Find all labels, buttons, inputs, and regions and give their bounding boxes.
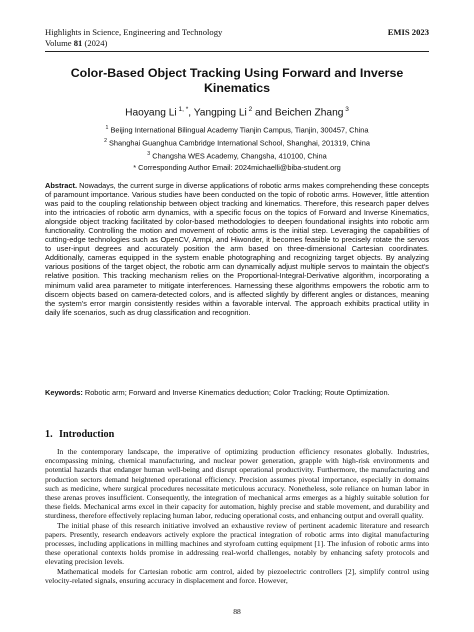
affiliation-3: $^3$ Changsha WES Academy, Changsha, 410100, China — [147, 151, 327, 161]
affiliation-1: $^1$ Beijing International Bilingual Academy Tianjin Campus, Tianjin, 300457, China — [105, 125, 369, 135]
page-number: 88 — [233, 607, 241, 616]
affiliation-2: $^2$ Shanghai Guanghua Cambridge International School, Shanghai, 201319, China — [104, 138, 370, 148]
author-mark: 1, * — [176, 106, 189, 113]
running-header — [45, 27, 429, 48]
abstract-text: Nowadays, the current surge in diverse applications of robotic arms makes comprehending these concepts of paramount importance. Various studies have been conducted on the topic of robotic arms. However, little attention was paid to the coupling relationship between object tracking and kinematics. Therefore, this research paper delves into the intricacies of robotic arm dynamics, with a specific focus on the topics of Forward and Inverse Kinematics, alongside object tracking facilitated by color-based methodologies to deepen foundational insights into robotic arm functionality. Controlling the motion and movement of robotic arms is the initial step. Leveraging the capabilities of cutting-edge technologies such as OpenCV, Armpi, and Hiwonder, it becomes feasible to precisely rotate the servos to user-input degrees and accurately position the arm based on three-dimensional Cartesian coordinates. Additionally, cameras equipped in the system enable photographing and recognizing target objects. By analyzing various positions of the target object, the robotic arm can dynamically adjust multiple servos to maintain the object's relative position. This tracking mechanism relies on the Proportional-Integral-Derivative algorithm, incorporating a minimum valid area parameter to mitigate interferences. Harnessing these algorithms empowers the robotic arm to discern objects based on camera-detected colors, and is affected slightly by different angles or distances, meaning the system's error margin consistently resides within a favorable interval. The approach exhibits practical utility in daily life scenarios, such as drug classification and recognition. — [45, 181, 429, 317]
header-rule — [45, 51, 429, 52]
section-number: 1. — [45, 429, 53, 440]
volume-number: 81 — [73, 37, 83, 48]
title-line-2: Kinematics — [203, 81, 271, 95]
paper-title — [45, 66, 429, 96]
author-name: Beichen Zhang — [274, 107, 344, 119]
title-line-1: Color-Based Object Tracking Using Forward and Inverse — [70, 66, 404, 80]
section-body — [45, 447, 429, 585]
corresponding-author-email: * Corresponding Author Email: 2024michaelli@biba-student.org — [133, 163, 341, 173]
body-paragraph: Mathematical models for Cartesian robotic arm control, aided by piezoelectric controllers [2], simplify control using velocity-related signals, ensuring accuracy in displacement and force. However, — [45, 566, 429, 585]
section-heading — [45, 429, 429, 441]
volume-info: Volume 81 (2024) — [45, 37, 108, 48]
author-name: Yangping Li — [193, 107, 247, 119]
section-title: Introduction — [59, 429, 115, 440]
abstract — [45, 181, 429, 317]
author-mark: 3 — [343, 106, 349, 113]
abstract-label: Abstract. — [45, 181, 78, 190]
keywords-label: Keywords: — [45, 388, 83, 397]
body-paragraph: The initial phase of this research initiative involved an exhaustive review of pertinent academic literature and research papers. Presently, research endeavors actively explore the practical integration of robotic arms into digital manufacturing processes, including applications in milling machines and styrofoam cutting equipment [1]. The infusion of robotic arms into these operational contexts holds promise in addressing real-world challenges, notably by enhancing safety protocols and elevating precision levels. — [45, 520, 429, 567]
affiliations — [45, 123, 429, 174]
keywords-text: Robotic arm; Forward and Inverse Kinematics deduction; Color Tracking; Route Optimization. — [82, 388, 390, 397]
author-name: Haoyang Li — [125, 107, 177, 119]
author-mark: 2 — [246, 106, 253, 113]
conference-name: EMIS 2023 — [387, 27, 429, 37]
journal-name: Highlights in Science, Engineering and Technology — [45, 27, 223, 37]
author-list: Haoyang Li $^{1, *}$, Yangping Li $^2$ and Beichen Zhang $^3$ — [125, 106, 349, 119]
body-paragraph: In the contemporary landscape, the imperative of optimizing production efficiency resonates globally. Industries, encompassing mining, chemical manufacturing, and nuclear power generation, grapple with high-risk environments and potential hazards that endanger human well-being and disrupt operational productivity. Furthermore, the manufacturing and production sectors demand heightened operational efficiency. Precision assumes pivotal importance, especially in domains such as medicine, where surgical procedures necessitate meticulous accuracy. Nonetheless, sole reliance on human labor in these arenas proves insufficient. Consequently, the integration of mechanical arms emerges as a highly suitable solution for these fields. Mechanical arms excel in their capacity for automation, highly precise and stable movement, and durability and sturdiness, therefore effectively replacing human labor, reducing operational costs, and enhancing output and overall quality. — [45, 447, 429, 521]
keywords — [45, 388, 429, 397]
